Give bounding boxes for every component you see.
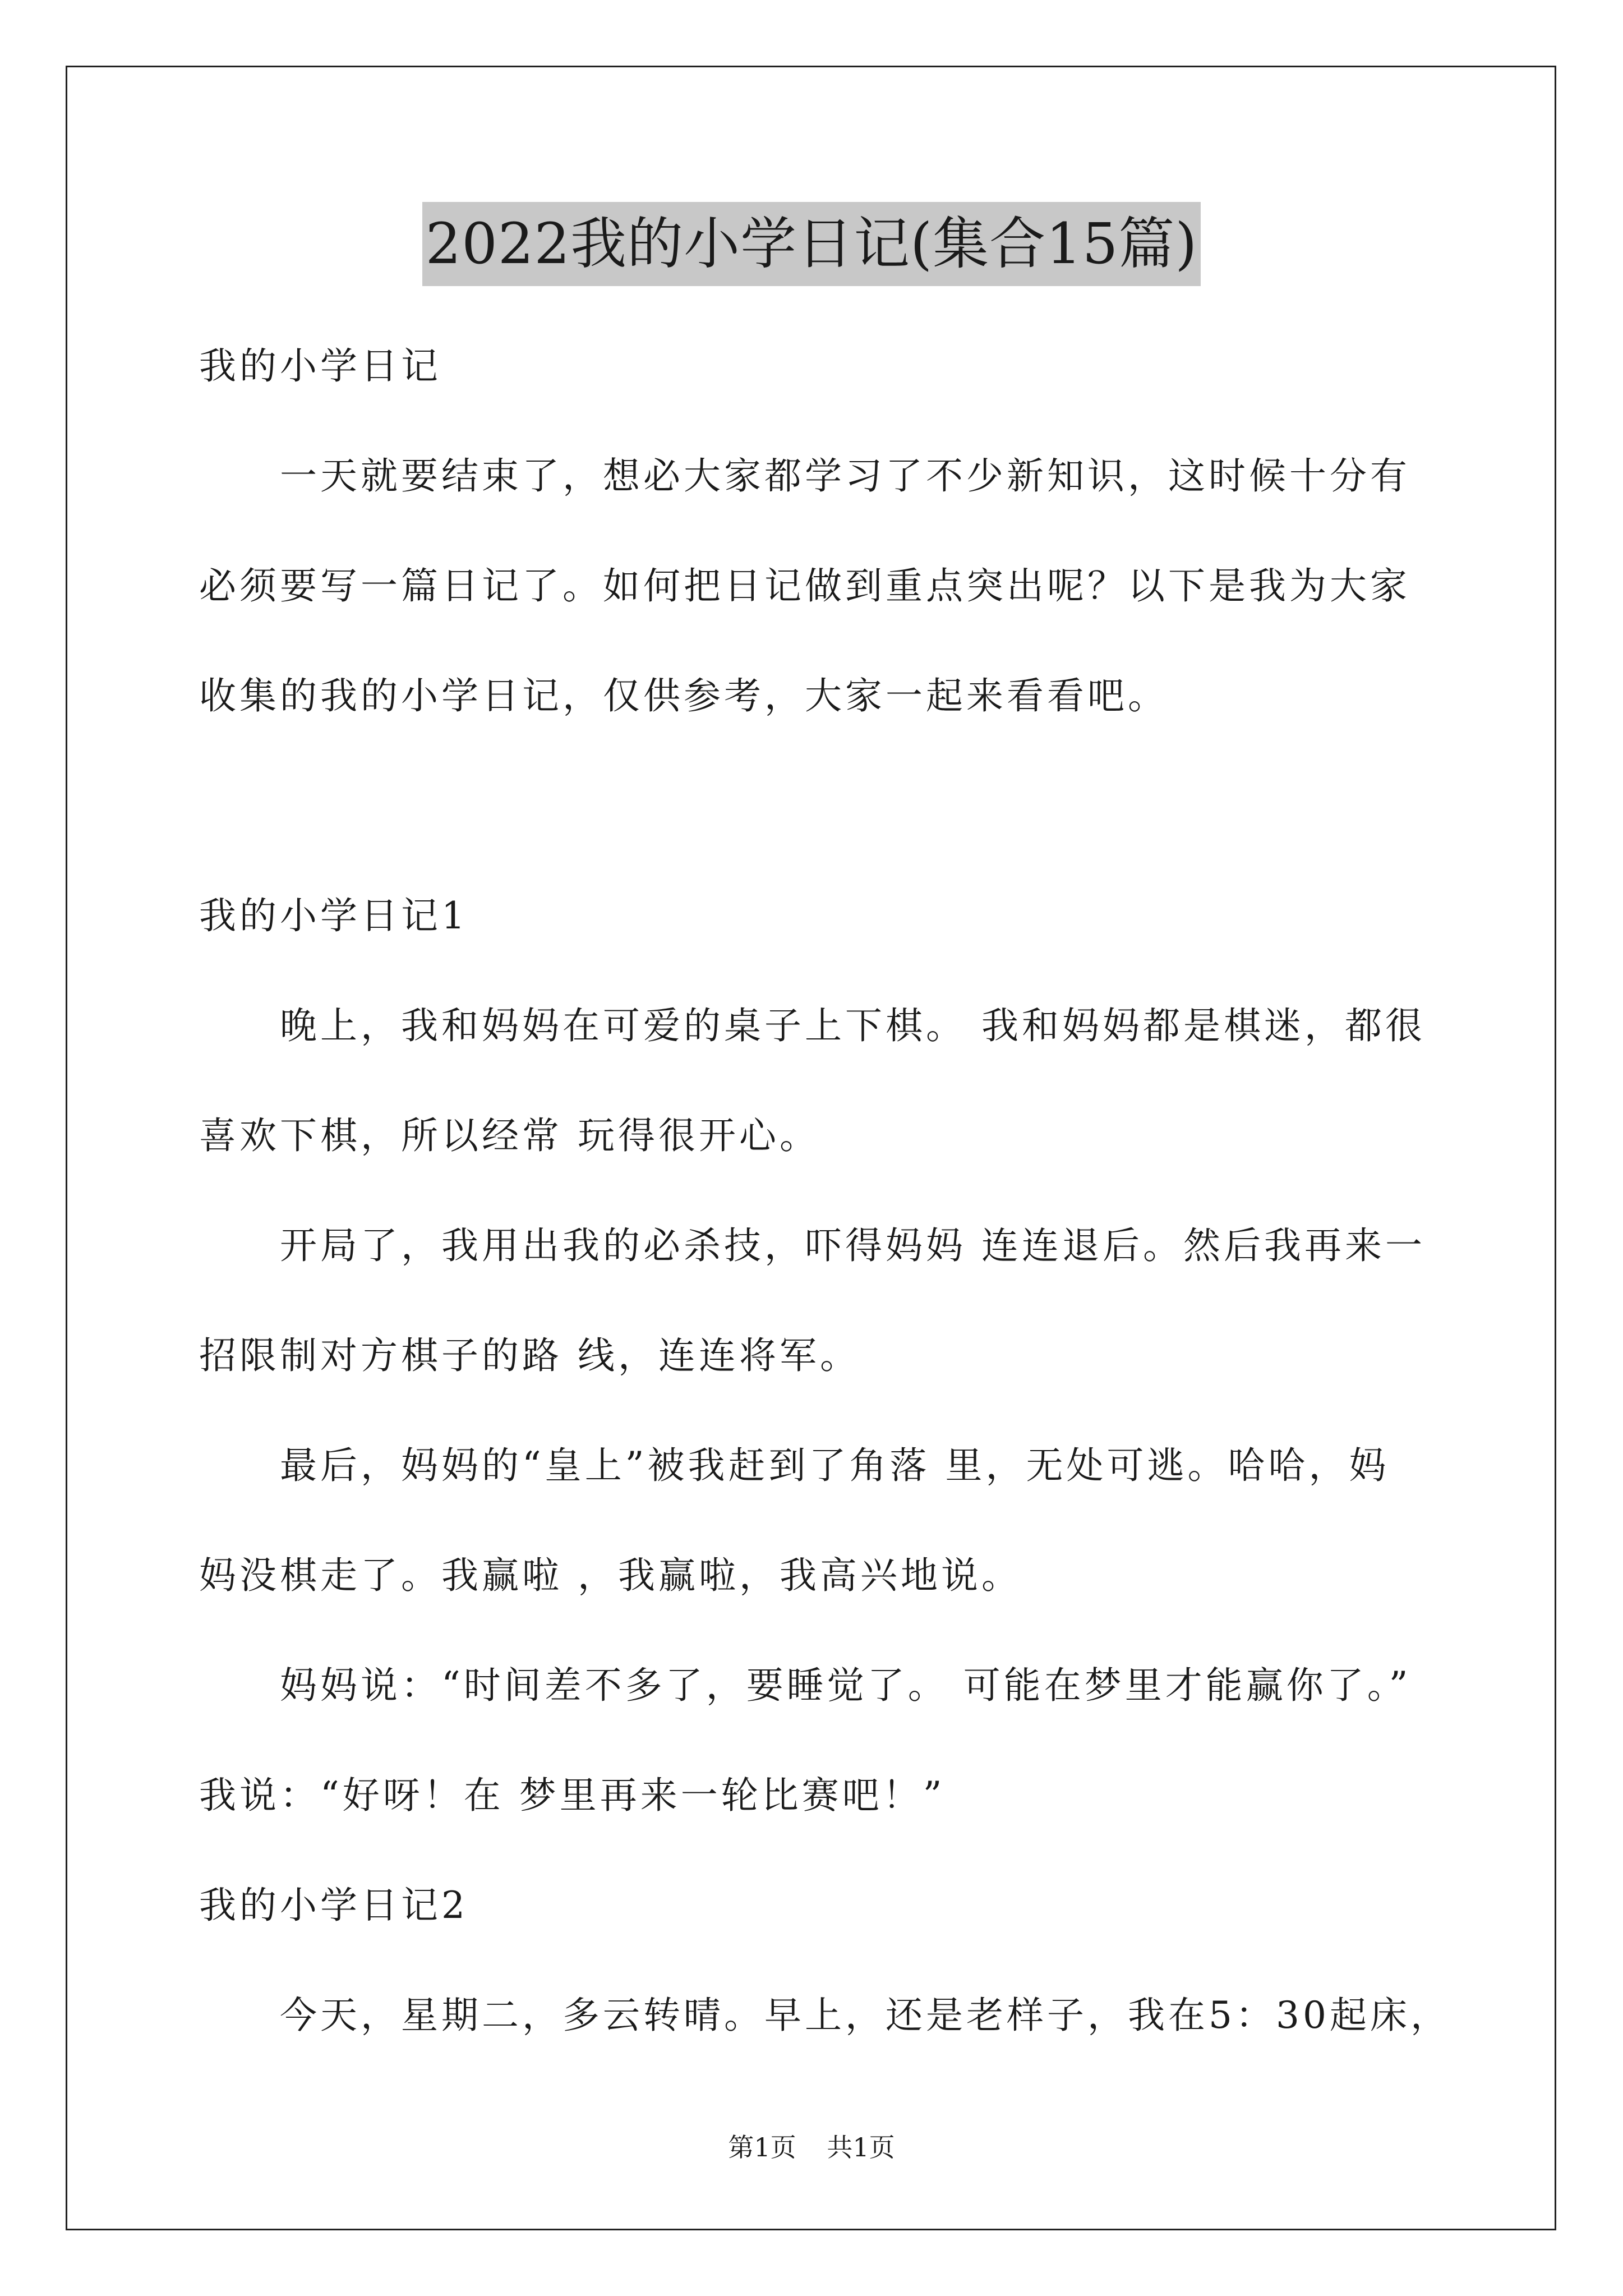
- page-number: 第1页: [728, 2132, 796, 2162]
- text-line: 必须要写一篇日记了。如何把日记做到重点突出呢？以下是我为大家: [199, 564, 1410, 608]
- text-line: 我的小学日记: [199, 344, 441, 388]
- text-line: 妈没棋走了。我赢啦 ，我赢啦，我高兴地说。: [199, 1554, 1022, 1597]
- page-footer: [0, 2131, 1623, 2164]
- text-line: 妈妈说：“时间差不多了，要睡觉了。 可能在梦里才能赢你了。”: [280, 1664, 1412, 1707]
- text-line: 晚上，我和妈妈在可爱的桌子上下棋。 我和妈妈都是棋迷，都很: [280, 1004, 1426, 1047]
- text-line: 喜欢下棋，所以经常 玩得很开心。: [199, 1114, 820, 1157]
- text-line: 一天就要结束了，想必大家都学习了不少新知识，这时候十分有: [280, 454, 1410, 498]
- text-line: 最后，妈妈的“皇上”被我赶到了角落 里，无处可逃。哈哈，妈: [280, 1444, 1390, 1487]
- text-line: 开局了，我用出我的必杀技，吓得妈妈 连连退后。然后我再来一: [280, 1224, 1426, 1267]
- document-title: 2022我的小学日记(集合15篇): [422, 202, 1201, 286]
- text-line: 我说：“好呀！在 梦里再来一轮比赛吧！”: [199, 1774, 946, 1817]
- title-container: [0, 202, 1623, 286]
- text-line: 今天，星期二，多云转晴。早上，还是老样子，我在5：30起床，: [280, 1994, 1451, 2037]
- text-line: 招限制对方棋子的路 线，连连将军。: [199, 1334, 860, 1377]
- page-total: 共1页: [827, 2132, 895, 2162]
- text-line: 我的小学日记2: [199, 1884, 468, 1927]
- document-body: [199, 311, 1451, 2070]
- text-line: 收集的我的小学日记，仅供参考，大家一起来看看吧。: [199, 674, 1168, 717]
- text-line: 我的小学日记1: [199, 894, 468, 937]
- blank-line: [199, 751, 1433, 861]
